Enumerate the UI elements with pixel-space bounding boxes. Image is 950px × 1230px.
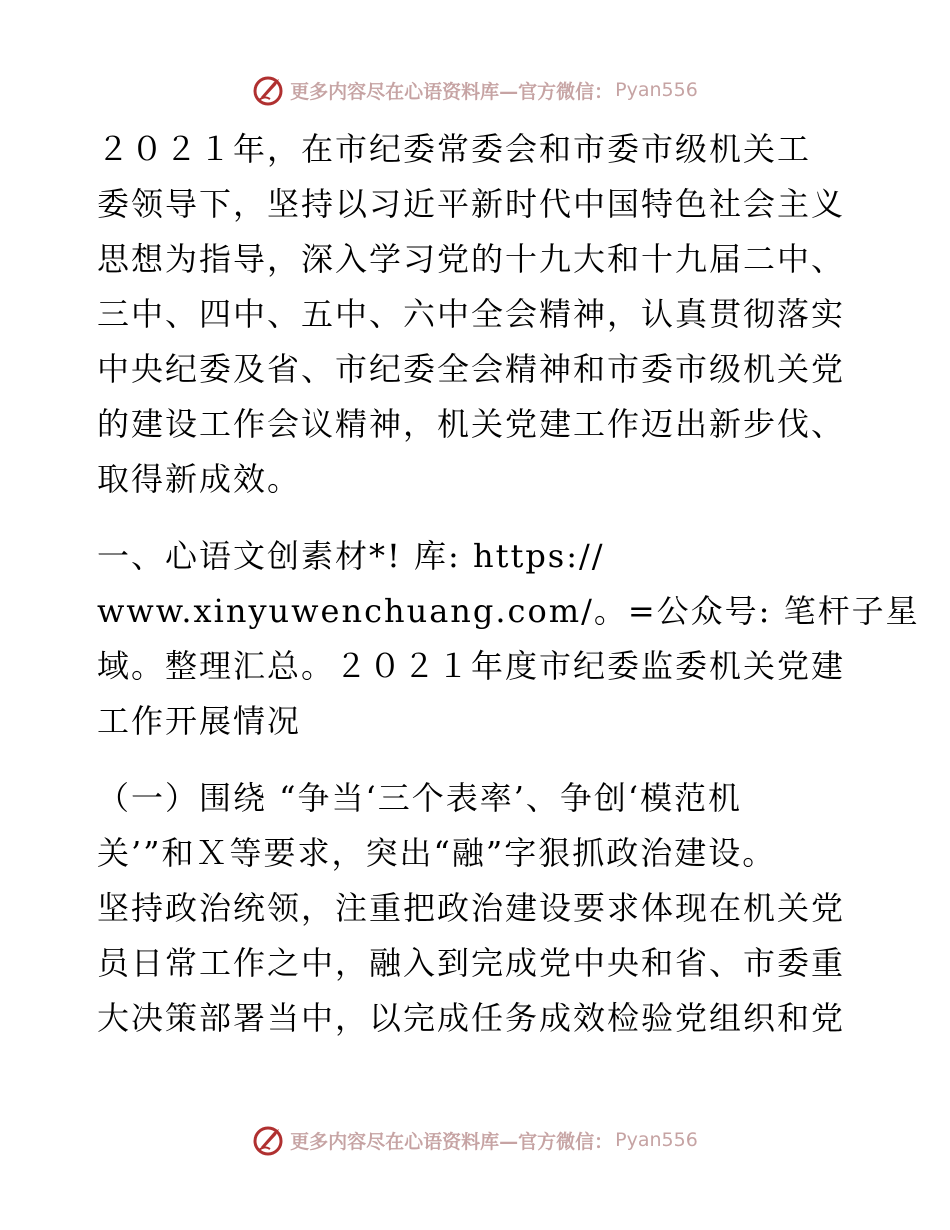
paragraph-intro: [97, 122, 857, 507]
paragraph-political-building: [97, 771, 857, 1046]
text-line: 三中、四中、五中、六中全会精神，认真贯彻落实: [97, 295, 846, 333]
document-body: [97, 122, 920, 1046]
text-line: 一、心语文创素材*! 库: https://: [97, 537, 605, 575]
paragraph-gap: [97, 749, 857, 771]
text-line: www.xinyuwenchuang.com/。=公众号: 笔杆子星: [97, 592, 920, 630]
text-line: 关’”和Ｘ等要求，突出“融”字狠抓政治建设。: [97, 834, 777, 872]
text-line: ２０２１年，在市纪委常委会和市委市级机关工: [97, 130, 812, 168]
watermark-account: Pyan556: [615, 1129, 698, 1151]
footer-watermark: [0, 1120, 950, 1160]
text-line: 域。整理汇总。２０２１年度市纪委监委机关党建: [97, 647, 846, 685]
text-line: 员日常工作之中，融入到完成党中央和省、市委重: [97, 944, 846, 982]
watermark-text: 更多内容尽在心语资料库—官方微信：: [290, 1130, 614, 1153]
text-line: 思想为指导，深入学习党的十九大和十九届二中、: [97, 240, 846, 278]
text-line: 大决策部署当中，以完成任务成效检验党组织和党: [97, 999, 846, 1037]
paragraph-gap: [97, 507, 857, 529]
watermark-account: Pyan556: [615, 79, 698, 101]
xinyu-logo-icon: [252, 73, 286, 107]
text-line: （一）围绕 “争当‘三个表率’、争创‘模范机: [97, 779, 743, 817]
text-line: 的建设工作会议精神，机关党建工作迈出新步伐、: [97, 405, 846, 443]
watermark-text: 更多内容尽在心语资料库—官方微信：: [290, 80, 614, 103]
text-line: 工作开展情况: [97, 702, 302, 740]
text-line: 中央纪委及省、市纪委全会精神和市委市级机关党: [97, 350, 846, 388]
text-line: 坚持政治统领，注重把政治建设要求体现在机关党: [97, 889, 846, 927]
paragraph-section-heading: [97, 529, 920, 749]
header-watermark: [0, 70, 950, 110]
xinyu-logo-icon: [252, 1123, 286, 1157]
text-line: 委领导下，坚持以习近平新时代中国特色社会主义: [97, 185, 846, 223]
text-line: 取得新成效。: [97, 460, 302, 498]
